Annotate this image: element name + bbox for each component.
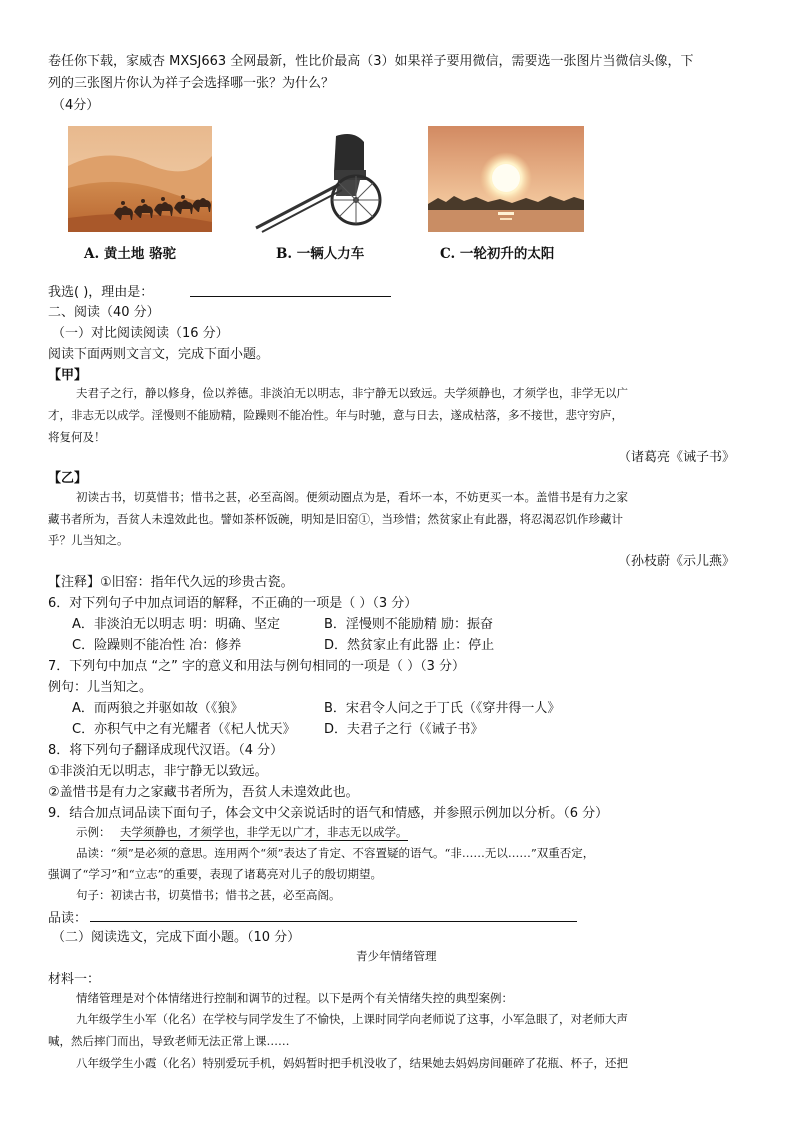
sunrise-image bbox=[428, 126, 584, 232]
q9-sentence: 句子：初读古书，切莫惜书；惜书之甚，必至高阁。 bbox=[76, 888, 341, 902]
yi-text-line: 藏书者所为，吾贫人未遑效此也。譬如茶杯饭碗，明知是旧窑①，当珍惜；然贫家止有此器，将忍渴忍饥作珍藏计 bbox=[48, 512, 623, 526]
article-title: 青少年情绪管理 bbox=[356, 949, 437, 963]
q8-sentence-2: ②盖惜书是有力之家藏书者所为，吾贫人未遑效此也。 bbox=[48, 785, 359, 800]
q9-stem: 9．结合加点词品读下面句子，体会文中父亲说话时的语气和情感，并参照示例加以分析。（6 分） bbox=[48, 806, 609, 821]
yi-source: （孙枝蔚《示儿燕》 bbox=[618, 554, 736, 569]
q9-answer-label: 品读： bbox=[48, 911, 88, 926]
desert-camels-icon bbox=[68, 126, 212, 232]
section-2-instruction: 阅读下面两则文言文，完成下面小题。 bbox=[48, 347, 270, 362]
material-line: 八年级学生小霞（化名）特别爱玩手机，妈妈暂时把手机没收了，结果她去妈妈房间砸碎了花瓶、杯子，还把 bbox=[76, 1056, 628, 1070]
q9-example-label: 示例： bbox=[76, 825, 111, 839]
sunrise-icon bbox=[428, 126, 584, 232]
section-2-sub1: （一）对比阅读阅读（16 分） bbox=[52, 326, 229, 341]
reason-answer-line[interactable] bbox=[190, 296, 391, 297]
jia-text-line: 将复何及！ bbox=[48, 430, 106, 444]
desert-camels-image bbox=[68, 126, 212, 232]
material-line: 九年级学生小军（化名）在学校与同学发生了不愉快，上课时同学向老师说了这事，小军急眼了，对老师大声 bbox=[76, 1012, 628, 1026]
jia-tag: 【甲】 bbox=[48, 368, 88, 383]
annotation-note: 【注释】①旧窑：指年代久远的珍贵古瓷。 bbox=[48, 575, 294, 590]
rickshaw-icon bbox=[252, 124, 384, 234]
q9-example-text: 夫学须静也，才须学也，非学无以广才，非志无以成学。 bbox=[120, 825, 408, 839]
q7-stem: 7．下列句中加点 “之” 字的意义和用法与例句相同的一项是（ ）（3 分） bbox=[48, 659, 466, 674]
jia-text-line: 夫君子之行，静以修身，俭以养德。非淡泊无以明志，非宁静无以致远。夫学须静也，才须学也，非学无以广 bbox=[76, 386, 628, 400]
q6-option-b[interactable]: B．淫慢则不能励精 励：振奋 bbox=[324, 617, 494, 632]
q7-option-d[interactable]: D．夫君子之行（《诫子书》 bbox=[324, 722, 484, 737]
intro-line-2: 列的三张图片你认为祥子会选择哪一张？为什么？ bbox=[48, 76, 335, 91]
image-c-caption: C. 一轮初升的太阳 bbox=[440, 246, 555, 262]
material-label: 材料一： bbox=[48, 972, 101, 987]
jia-text-line: 才，非志无以成学。淫慢则不能励精，险躁则不能冶性。年与时驰，意与日去，遂成枯落，多不接世，悲守穷庐， bbox=[48, 408, 623, 422]
q6-option-c[interactable]: C．险躁则不能冶性 冶：修养 bbox=[72, 638, 242, 653]
q7-example: 例句：儿当知之。 bbox=[48, 680, 153, 695]
section-2-title: 二、阅读（40 分） bbox=[48, 305, 160, 320]
yi-text-line: 乎？儿当知之。 bbox=[48, 533, 129, 547]
rickshaw-image bbox=[252, 124, 384, 234]
section-2-sub2: （二）阅读选文，完成下面小题。（10 分） bbox=[52, 930, 301, 945]
q7-option-a[interactable]: A．而两狼之并驱如故（《狼》 bbox=[72, 701, 244, 716]
q7-option-c[interactable]: C．亦积气中之有光耀者（《杞人忧天》 bbox=[72, 722, 296, 737]
intro-score: （4分） bbox=[52, 98, 100, 113]
q9-analysis-line-2: 强调了“学习”和“立志”的重要，表现了诸葛亮对儿子的殷切期望。 bbox=[48, 867, 383, 881]
q7-option-b[interactable]: B．宋君令人问之于丁氏（《穿井得一人》 bbox=[324, 701, 561, 716]
yi-text-line: 初读古书，切莫惜书；惜书之甚，必至高阁。便须动圈点为是，看坏一本，不妨更买一本。盖惜书是有力之家 bbox=[76, 490, 628, 504]
q9-answer-line[interactable] bbox=[90, 921, 577, 922]
q9-analysis-line-1: 品读：“须”是必须的意思。连用两个“须”表达了肯定、不容置疑的语气。“非……无以……”双重否定， bbox=[76, 846, 595, 860]
image-a-caption: A. 黄土地 骆驼 bbox=[84, 246, 177, 262]
material-line: 情绪管理是对个体情绪进行控制和调节的过程。以下是两个有关情绪失控的典型案例： bbox=[76, 991, 513, 1005]
choose-label: 我选( )，理由是： bbox=[48, 285, 154, 300]
q6-option-d[interactable]: D．然贫家止有此器 止：停止 bbox=[324, 638, 495, 653]
q8-sentence-1: ①非淡泊无以明志，非宁静无以致远。 bbox=[48, 764, 268, 779]
image-b-caption: B. 一辆人力车 bbox=[276, 246, 365, 262]
jia-source: （诸葛亮《诫子书》 bbox=[618, 450, 736, 465]
intro-line-1: 卷任你下载，家威杏 MXSJ663 全网最新，性比价最高（3）如果祥子要用微信，需要选一张图片当微信头像，下 bbox=[48, 54, 694, 69]
material-line: 喊，然后摔门而出，导致老师无法正常上课…… bbox=[48, 1034, 290, 1048]
yi-tag: 【乙】 bbox=[48, 471, 88, 486]
q6-stem: 6．对下列句子中加点词语的解释，不正确的一项是（ ）（3 分） bbox=[48, 596, 418, 611]
q8-stem: 8．将下列句子翻译成现代汉语。（4 分） bbox=[48, 743, 284, 758]
q6-option-a[interactable]: A．非淡泊无以明志 明：明确、坚定 bbox=[72, 617, 281, 632]
